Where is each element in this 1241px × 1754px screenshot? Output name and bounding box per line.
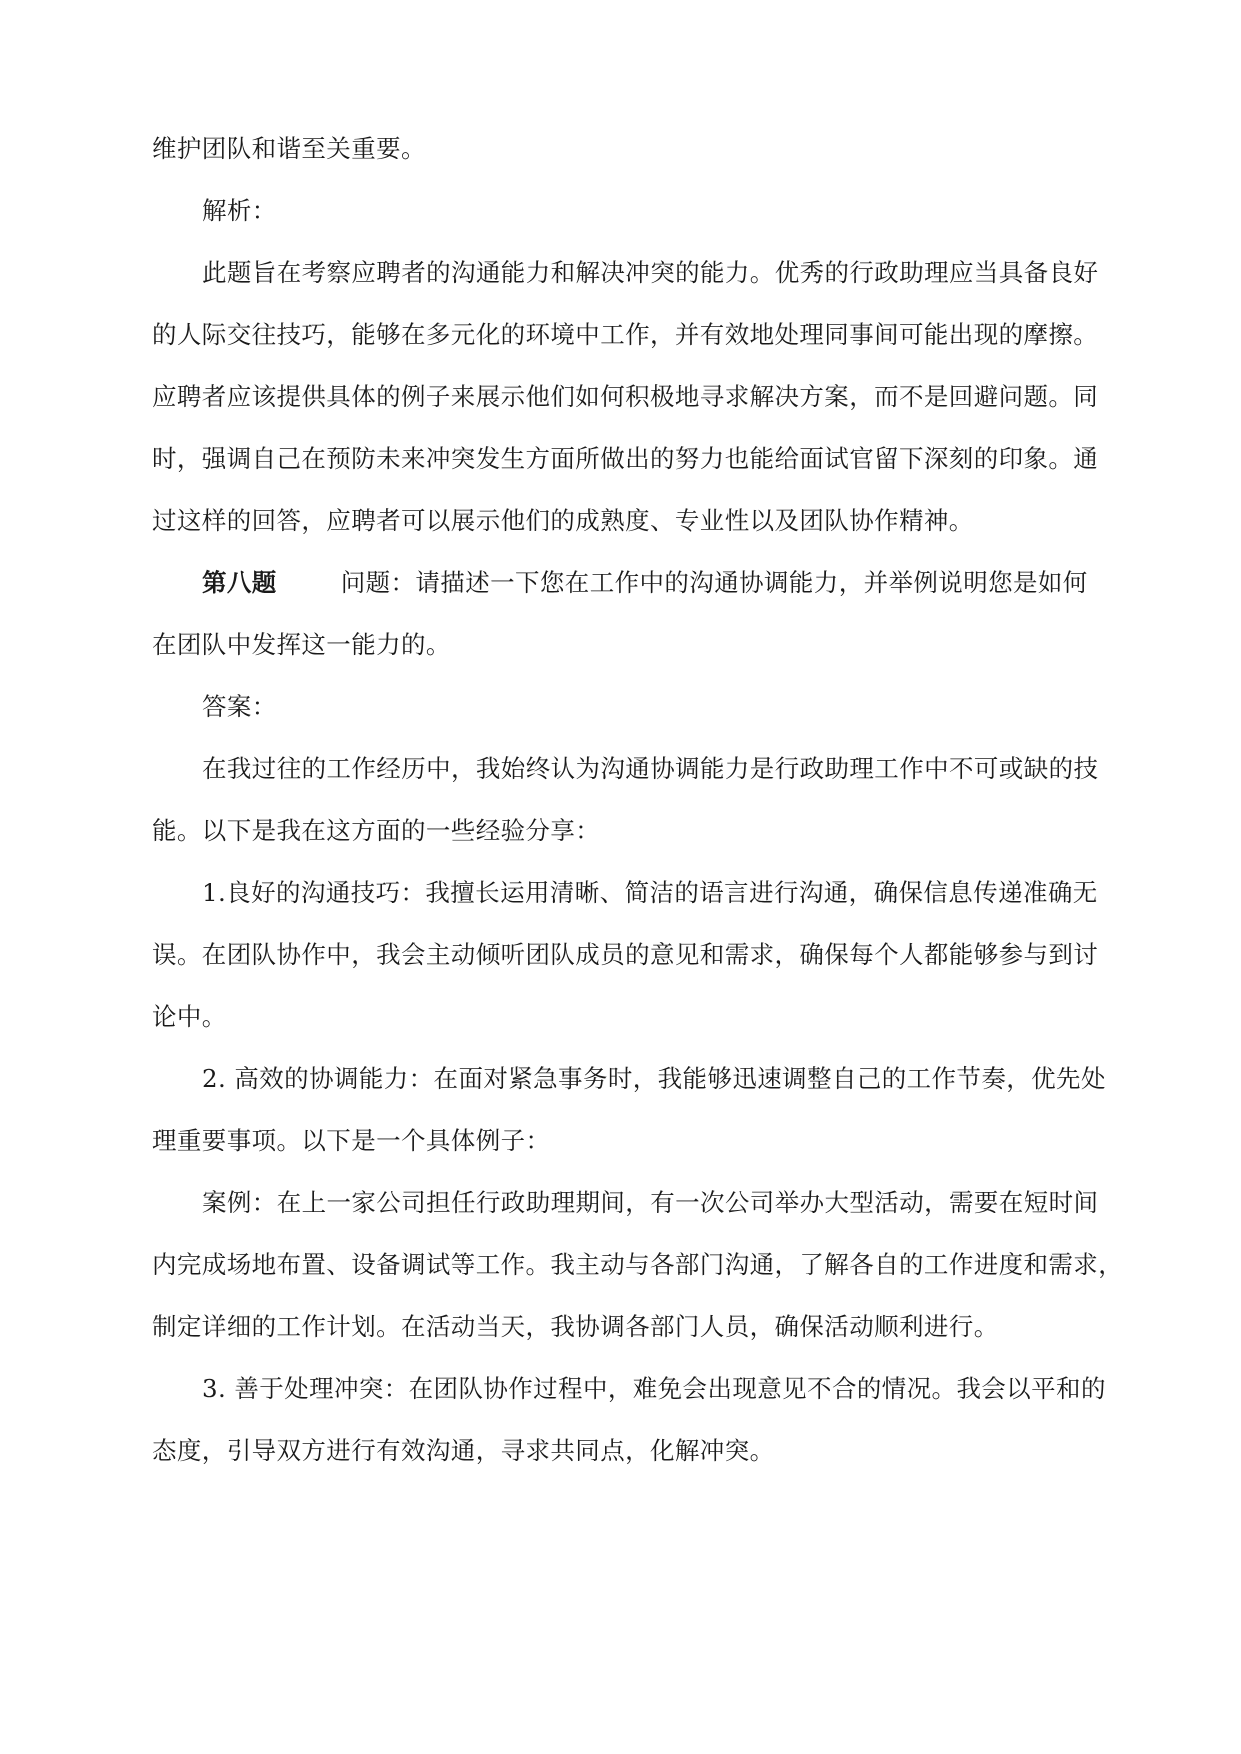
- paragraph-line: 2. 高效的协调能力：在面对紧急事务时，我能够迅速调整自己的工作节奏，优先处: [202, 1064, 1106, 1093]
- paragraph-line: 3. 善于处理冲突：在团队协作过程中，难免会出现意见不合的情况。我会以平和的: [202, 1374, 1106, 1403]
- paragraph-line: 理重要事项。以下是一个具体例子：: [152, 1126, 551, 1155]
- paragraph-line: 在我过往的工作经历中，我始终认为沟通协调能力是行政助理工作中不可或缺的技: [202, 754, 1099, 783]
- paragraph-line: 时，强调自己在预防未来冲突发生方面所做出的努力也能给面试官留下深刻的印象。通: [152, 444, 1099, 473]
- paragraph-line: 1.良好的沟通技巧：我擅长运用清晰、简洁的语言进行沟通，确保信息传递准确无: [202, 878, 1098, 907]
- paragraph-line: 误。在团队协作中，我会主动倾听团队成员的意见和需求，确保每个人都能够参与到讨: [152, 940, 1099, 969]
- paragraph-line: 维护团队和谐至关重要。: [152, 134, 426, 163]
- paragraph-line: 应聘者应该提供具体的例子来展示他们如何积极地寻求解决方案，而不是回避问题。同: [152, 382, 1099, 411]
- paragraph-line: 在团队中发挥这一能力的。: [152, 630, 451, 659]
- paragraph-line: 态度，引导双方进行有效沟通，寻求共同点，化解冲突。: [152, 1436, 775, 1465]
- paragraph-line: 案例：在上一家公司担任行政助理期间，有一次公司举办大型活动，需要在短时间: [202, 1188, 1099, 1217]
- question-heading: 第八题: [202, 568, 277, 597]
- section-label-analysis: 解析：: [202, 196, 277, 225]
- paragraph-line: 内完成场地布置、设备调试等工作。我主动与各部门沟通，了解各自的工作进度和需求，: [152, 1250, 1124, 1279]
- section-label-answer: 答案：: [202, 692, 277, 721]
- paragraph-line: 的人际交往技巧，能够在多元化的环境中工作，并有效地处理同事间可能出现的摩擦。: [152, 320, 1099, 349]
- paragraph-line: 过这样的回答，应聘者可以展示他们的成熟度、专业性以及团队协作精神。: [152, 506, 974, 535]
- question-line: [202, 566, 1142, 600]
- question-text: 问题：请描述一下您在工作中的沟通协调能力，并举例说明您是如何: [340, 568, 1088, 597]
- paragraph-line: 制定详细的工作计划。在活动当天，我协调各部门人员，确保活动顺利进行。: [152, 1312, 999, 1341]
- paragraph-line: 论中。: [152, 1002, 227, 1031]
- paragraph-line: 能。以下是我在这方面的一些经验分享：: [152, 816, 601, 845]
- paragraph-line: 此题旨在考察应聘者的沟通能力和解决冲突的能力。优秀的行政助理应当具备良好: [202, 258, 1099, 287]
